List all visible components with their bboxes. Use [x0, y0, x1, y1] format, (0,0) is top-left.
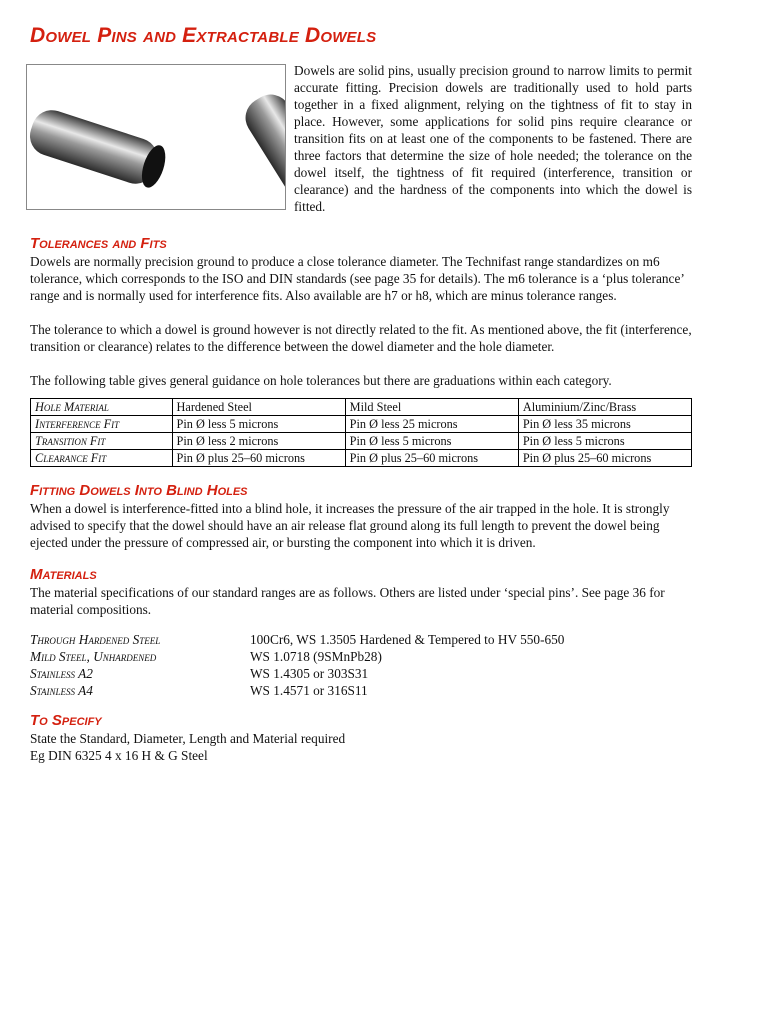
row-header-cell: Interference Fit — [31, 416, 173, 433]
material-name: Stainless A4 — [30, 683, 93, 698]
material-spec: 100Cr6, WS 1.3505 Hardened & Tempered to HV 550-650 — [250, 632, 565, 647]
material-spec: WS 1.4305 or 303S31 — [250, 666, 369, 681]
to-specify-heading: To Specify — [30, 712, 102, 729]
intro-section — [30, 62, 692, 234]
materials-paragraph: The material specifications of our standard ranges are as follows. Others are listed under ‘special pins’. See page 36 for material compositions. — [30, 585, 665, 617]
material-name: Mild Steel, Unhardened — [30, 649, 157, 664]
to-specify-line-1: State the Standard, Diameter, Length and Material required — [30, 731, 346, 746]
table-row — [31, 433, 692, 450]
hole-tolerance-table — [30, 398, 692, 467]
tolerances-paragraph-2: The tolerance to which a dowel is ground however is not directly related to the fit. As mentioned above, the fit (interference, transition or clearance) relates to the difference between the dowel diameter and the hole diameter. — [30, 322, 692, 354]
table-cell: Pin Ø less 25 microns — [345, 416, 518, 433]
material-spec: WS 1.4571 or 316S11 — [250, 683, 368, 698]
row-header-cell: Clearance Fit — [31, 450, 173, 467]
row-header-cell: Transition Fit — [31, 433, 173, 450]
row-header-cell: Hole Material — [31, 399, 173, 416]
table-cell: Pin Ø plus 25–60 microns — [518, 450, 691, 467]
material-spec: WS 1.0718 (9SMnPb28) — [250, 649, 382, 664]
to-specify-example: Eg DIN 6325 4 x 16 H & G Steel — [30, 748, 208, 763]
material-item — [30, 682, 692, 699]
blind-holes-paragraph: When a dowel is interference-fitted into a blind hole, it increases the pressure of the air trapped in the hole. It is strongly advised to specify that the dowel should have an air release flat ground along its full length to prevent the dowel being ejected under the pressure of compressed air, or bursting the component into which it is driven. — [30, 501, 670, 550]
table-row — [31, 399, 692, 416]
document-page — [30, 18, 692, 764]
material-name: Through Hardened Steel — [30, 632, 161, 647]
table-cell: Aluminium/Zinc/Brass — [518, 399, 691, 416]
table-cell: Pin Ø less 35 microns — [518, 416, 691, 433]
blind-holes-heading: Fitting Dowels Into Blind Holes — [30, 482, 248, 499]
table-cell: Hardened Steel — [172, 399, 345, 416]
table-cell: Pin Ø less 5 microns — [172, 416, 345, 433]
tolerances-heading: Tolerances and Fits — [30, 235, 167, 252]
table-row — [31, 450, 692, 467]
table-cell: Pin Ø less 2 microns — [172, 433, 345, 450]
table-row — [31, 416, 692, 433]
materials-list — [30, 631, 692, 699]
material-item — [30, 631, 692, 648]
intro-paragraph: Dowels are solid pins, usually precision ground to narrow limits to permit accurate fitting. Precision dowels are traditionally used to hold parts together in a fixed alignment, relying on the tightness of fit to stay in place. However, some applications for solid pins require clearance or transition fits on at least one of the components to be fastened. There are three factors that determine the size of hole needed; the tolerance on the dowel itself, the tightness of fit required (interference, transition or clearance) and the hardness of the components into which the dowel is fitted. — [294, 63, 692, 214]
material-name: Stainless A2 — [30, 666, 93, 681]
tolerances-paragraph-3: The following table gives general guidance on hole tolerances but there are graduations within each category. — [30, 373, 612, 388]
table-cell: Mild Steel — [345, 399, 518, 416]
table-cell: Pin Ø less 5 microns — [345, 433, 518, 450]
table-cell: Pin Ø plus 25–60 microns — [172, 450, 345, 467]
page-title: Dowel Pins and Extractable Dowels — [30, 24, 377, 47]
table-cell: Pin Ø plus 25–60 microns — [345, 450, 518, 467]
tolerances-paragraph-1: Dowels are normally precision ground to produce a close tolerance diameter. The Technifast range standardizes on m6 tolerance, which corresponds to the ISO and DIN standards (see page 35 for details). The m6 tolerance is a ‘plus tolerance’ range and is normally used for interference fits. Also available are h7 or h8, which are minus tolerance ranges. — [30, 254, 684, 303]
material-item — [30, 665, 692, 682]
materials-heading: Materials — [30, 566, 97, 583]
dowel-pins-photo — [26, 64, 286, 210]
material-item — [30, 648, 692, 665]
table-cell: Pin Ø less 5 microns — [518, 433, 691, 450]
